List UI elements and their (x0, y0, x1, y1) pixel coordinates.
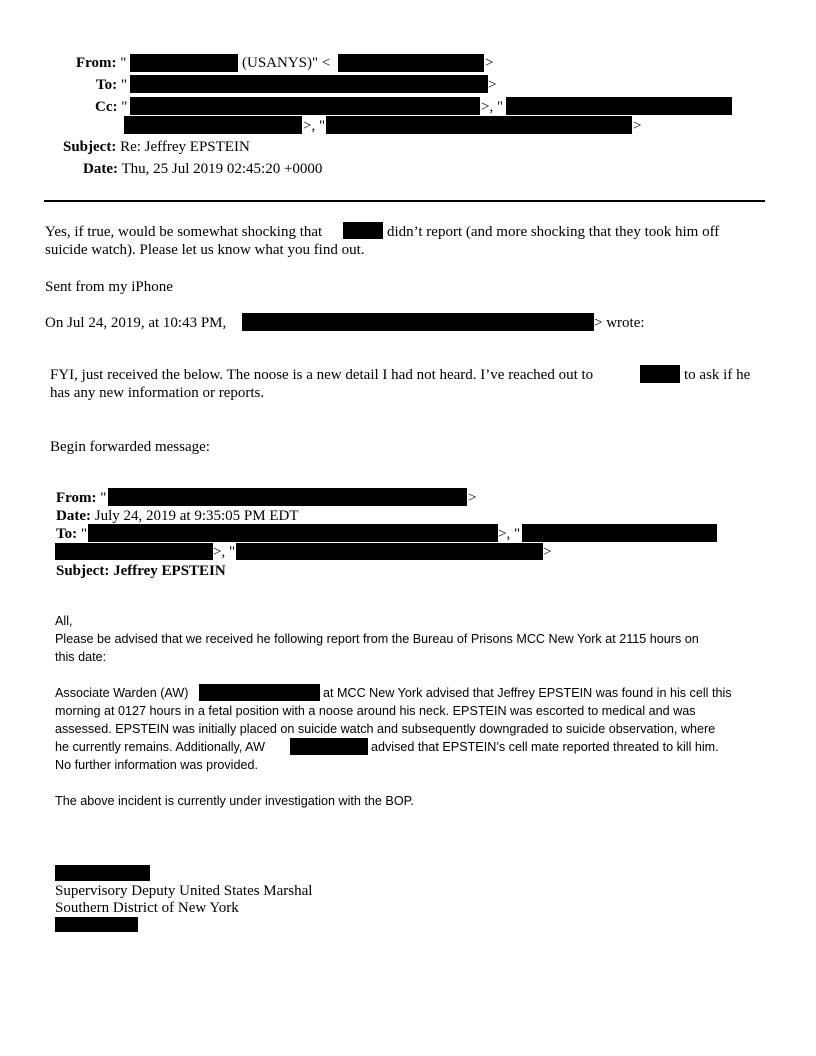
fwd-to-label: To: (56, 526, 78, 542)
reply-line-1a: Yes, if true, would be somewhat shocking that (45, 224, 323, 240)
fwd-date-row (56, 507, 299, 525)
cc-label: Cc: (95, 99, 118, 115)
body-p1-line-2: this date: (55, 650, 107, 664)
to-label: To: (96, 77, 118, 93)
fyi-line-1b: to ask if he (684, 367, 751, 383)
body-p2-line-1a: Associate Warden (AW) (55, 686, 189, 700)
redaction-bar (130, 54, 238, 72)
from-quote: " (120, 55, 127, 71)
from-row (76, 54, 126, 72)
redaction-bar (338, 54, 484, 72)
fwd-subject-row (56, 562, 226, 580)
redaction-bar (108, 488, 467, 506)
begin-forwarded: Begin forwarded message: (50, 439, 210, 455)
fyi-line-2: has any new information or reports. (50, 385, 265, 401)
cc-separator: >, " (481, 99, 504, 115)
date-row (83, 160, 322, 178)
sent-from-signature: Sent from my iPhone (45, 279, 173, 295)
to-close: > (488, 77, 497, 93)
body-p2-line-5: No further information was provided. (55, 758, 258, 772)
body-p2-line-3: assessed. EPSTEIN was initially placed on suicide watch and subsequently downgraded to suicide observation, where (55, 722, 716, 736)
fyi-line-1a: FYI, just received the below. The noose is a new detail I had not heard. I’ve reached out to (50, 367, 594, 383)
redaction-bar (55, 917, 138, 932)
fwd-to-separator: >, " (213, 544, 236, 560)
redaction-bar (522, 524, 717, 542)
redaction-bar (506, 97, 732, 115)
signature-office: Southern District of New York (55, 900, 239, 916)
redaction-bar (326, 116, 632, 134)
body-p2-line-1b: at MCC New York advised that Jeffrey EPSTEIN was found in his cell this (323, 686, 732, 700)
redaction-bar (88, 524, 498, 542)
fwd-from-row (56, 489, 106, 507)
date-label: Date: (83, 161, 118, 177)
date-value: Thu, 25 Jul 2019 02:45:20 +0000 (121, 161, 323, 177)
from-org: (USANYS)" < (242, 55, 331, 71)
redaction-bar (124, 116, 302, 134)
redaction-bar (640, 365, 680, 383)
cc-separator: >, " (303, 118, 326, 134)
from-label: From: (76, 55, 117, 71)
fwd-to-separator: >, " (498, 526, 521, 542)
signature-title: Supervisory Deputy United States Marshal (55, 883, 313, 899)
fwd-from-quote: " (100, 490, 107, 506)
redaction-bar (290, 738, 368, 755)
subject-row (63, 138, 250, 156)
subject-label: Subject: (63, 139, 117, 155)
wrote-suffix: > wrote: (594, 315, 645, 331)
redaction-bar (242, 313, 594, 331)
fwd-from-label: From: (56, 490, 97, 506)
fwd-date-label: Date: (56, 508, 91, 524)
redaction-bar (55, 543, 213, 560)
fwd-from-close: > (468, 490, 477, 506)
from-close: > (485, 55, 494, 71)
redaction-bar (130, 75, 488, 93)
wrote-prefix: On Jul 24, 2019, at 10:43 PM, (45, 315, 227, 331)
body-p1-line-1: Please be advised that we received he following report from the Bureau of Prisons MCC New York at 2115 hours on (55, 632, 699, 646)
fwd-to-close: > (543, 544, 552, 560)
body-p2-line-2: morning at 0127 hours in a fetal position with a noose around his neck. EPSTEIN was escorted to medical and was (55, 704, 696, 718)
fwd-subject-label: Subject: (56, 563, 110, 579)
redaction-bar (236, 543, 543, 560)
to-quote: " (120, 77, 127, 93)
body-p3: The above incident is currently under investigation with the BOP. (55, 794, 414, 808)
reply-line-1b: didn’t report (and more shocking that they took him off (387, 224, 720, 240)
cc-quote: " (121, 99, 128, 115)
to-row (96, 76, 127, 94)
reply-line-2: suicide watch). Please let us know what you find out. (45, 242, 365, 258)
body-p2-line-4a: he currently remains. Additionally, AW (55, 740, 265, 754)
fwd-to-quote: " (80, 526, 87, 542)
cc-close: > (633, 118, 642, 134)
redaction-bar (343, 222, 383, 239)
fwd-to-row (56, 525, 87, 543)
fwd-subject-value: Jeffrey EPSTEIN (113, 563, 226, 579)
redaction-bar (130, 97, 480, 115)
redaction-bar (199, 684, 320, 701)
fwd-date-value: July 24, 2019 at 9:35:05 PM EDT (94, 508, 299, 524)
body-greeting: All, (55, 614, 73, 628)
subject-value: Re: Jeffrey EPSTEIN (120, 139, 250, 155)
header-divider (44, 200, 765, 202)
redaction-bar (55, 865, 150, 881)
body-p2-line-4b: advised that EPSTEIN’s cell mate reported threated to kill him. (371, 740, 719, 754)
cc-row (95, 98, 127, 116)
